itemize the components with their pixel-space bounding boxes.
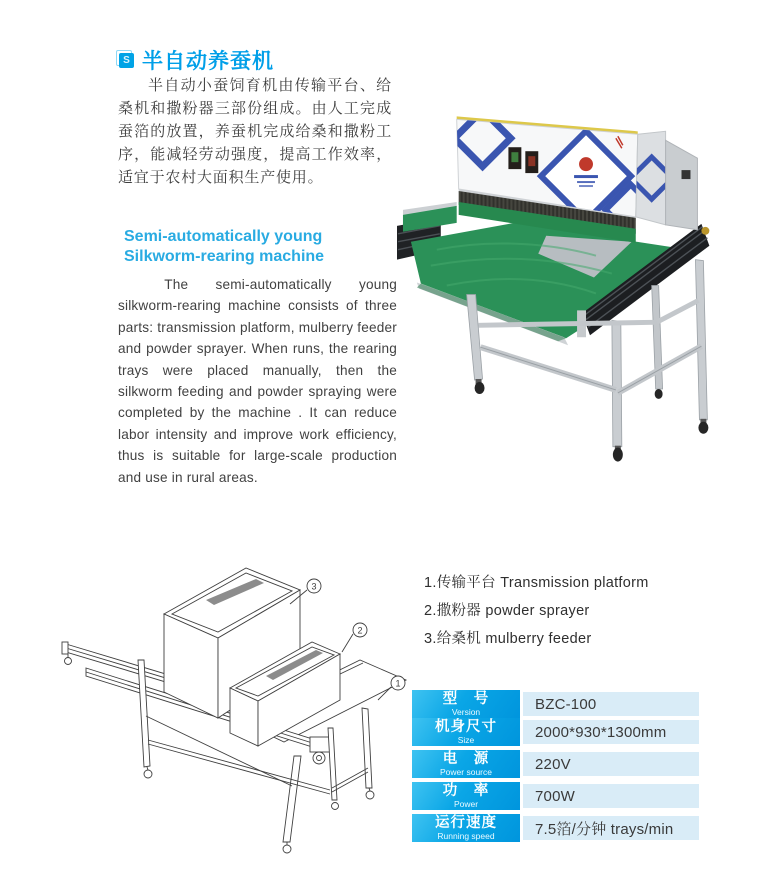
spec-label: [412, 690, 520, 718]
heading-en: [124, 227, 324, 267]
spec-table: [412, 690, 699, 846]
spec-value-version: BZC-100: [523, 692, 699, 716]
spec-label-en: Size: [457, 734, 475, 745]
spec-label-en: Power source: [440, 766, 492, 777]
spec-label-en: Running speed: [437, 830, 495, 841]
spec-value-wrap: [520, 718, 699, 746]
heading-en-line2: Silkworm-rearing machine: [124, 248, 325, 265]
spec-row-speed: [412, 814, 699, 842]
spec-row-power: [412, 782, 699, 810]
spec-value-wrap: [520, 782, 699, 810]
spec-label: [412, 718, 520, 746]
spec-label: [412, 750, 520, 778]
spec-block: [412, 750, 699, 778]
parts-list-item-3: 3.给桑机 mulberry feeder: [424, 631, 592, 647]
spec-value-size: 2000*930*1300mm: [523, 720, 699, 744]
spec-block: [412, 782, 699, 810]
intro-paragraph-en: The semi-automatically young silkworm-rearing machine consists of three parts: transmission platform, mulberry feeder and powder sprayer. When runs, the rearing trays were placed manually, then the silkworm feeding and powder spraying were completed by the machine . It can reduce labor intensity and improve work efficiency, thus is suitable for large-scale production and use in rural areas.: [118, 277, 397, 485]
spec-row-version: [412, 690, 699, 718]
spec-value-speed: 7.5箔/分钟 trays/min: [523, 816, 699, 840]
section-icon-letter: S: [119, 53, 134, 68]
spec-label-cn: 功 率: [442, 783, 490, 799]
section-header: [118, 45, 274, 75]
parts-list-item-1: 1.传输平台 Transmission platform: [424, 575, 649, 591]
spec-label-cn: 电 源: [442, 751, 490, 767]
spec-label-en: Version: [451, 706, 481, 717]
rail-fitting: [701, 227, 709, 235]
spec-label-cn: 型 号: [442, 691, 490, 707]
spec-label-cn: 运行速度: [435, 815, 497, 831]
heading-en-line1: Semi-automatically young: [124, 228, 323, 245]
spec-value-wrap: [520, 690, 699, 718]
technical-drawing: [60, 560, 420, 860]
page-title: 半自动养蚕机: [142, 50, 274, 73]
spec-label-en: Power: [453, 798, 479, 809]
spec-row-size: [412, 718, 699, 746]
callout-2: 2: [357, 625, 363, 636]
section-icon: [118, 52, 135, 69]
spec-label: [412, 782, 520, 810]
machine-photo-svg: [397, 90, 780, 484]
machine-photo: [397, 90, 780, 484]
spec-value-power: 700W: [523, 784, 699, 808]
spec-label: [412, 814, 520, 842]
spec-block: [412, 814, 699, 842]
spec-value-wrap: [520, 814, 699, 842]
technical-drawing-svg: [60, 560, 420, 860]
parts-list-item-2: 2.撒粉器 powder sprayer: [424, 603, 590, 619]
callout-1: 1: [395, 678, 401, 689]
parts-list: [424, 576, 649, 660]
casters: [475, 379, 709, 462]
spec-row-power-source: [412, 750, 699, 778]
callout-3: 3: [311, 581, 317, 592]
spec-value-wrap: [520, 750, 699, 778]
spec-value-power-source: 220V: [523, 752, 699, 776]
intro-paragraph-cn: 半自动小蚕饲育机由传输平台、给桑机和撒粉器三部份组成。由人工完成蚕箔的放置，养蚕机完成给桑和撒粉工序，能减轻劳动强度，提高工作效率，适宜于农村大面积生产使用。: [118, 77, 392, 186]
spec-label-cn: 机身尺寸: [435, 719, 497, 735]
spec-block: [412, 690, 699, 746]
cabinet-side: [631, 131, 698, 229]
